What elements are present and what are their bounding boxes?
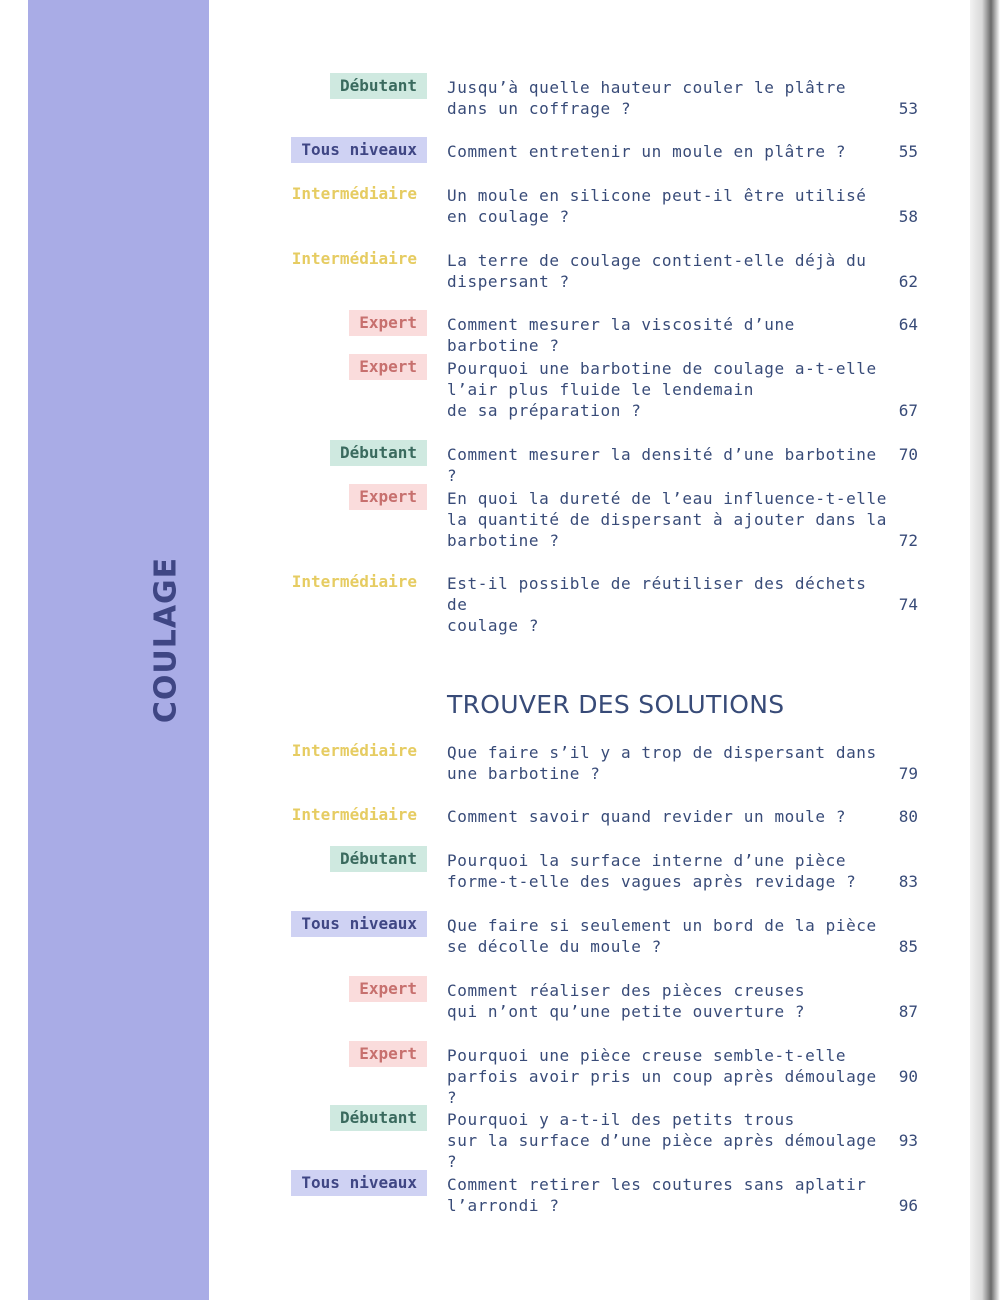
toc-entry[interactable] xyxy=(0,141,970,162)
entry-question: Comment entretenir un moule en plâtre ? xyxy=(447,142,847,161)
toc-entry[interactable] xyxy=(0,572,970,635)
entry-question: Comment savoir quand revider un moule ? xyxy=(447,807,847,826)
entry-question: Comment mesurer la viscosité d’une barbotine ? xyxy=(447,315,795,355)
entry-question: La terre de coulage contient-elle déjà du dispersant ? xyxy=(447,251,867,291)
entry-page-number: 72 xyxy=(898,531,918,550)
page-edge-shadow xyxy=(970,0,1000,1300)
chapter-label: COULAGE xyxy=(148,556,184,724)
toc-entry[interactable] xyxy=(0,1174,970,1216)
level-badge: Débutant xyxy=(330,846,427,872)
toc-entry[interactable] xyxy=(0,1044,970,1107)
level-badge: Expert xyxy=(349,354,427,380)
entry-page-number: 70 xyxy=(898,445,918,464)
entry-page-number: 74 xyxy=(898,595,918,614)
toc-entry[interactable] xyxy=(0,742,970,784)
toc-entry[interactable] xyxy=(0,313,970,355)
entry-page-number: 67 xyxy=(898,401,918,420)
toc-entry[interactable] xyxy=(0,915,970,957)
entry-question: Comment retirer les coutures sans aplatir l’arrondi ? xyxy=(447,1175,867,1215)
toc-entry[interactable] xyxy=(0,488,970,551)
level-badge: Expert xyxy=(349,310,427,336)
toc-entry[interactable] xyxy=(0,806,970,827)
entry-question: Que faire s’il y a trop de dispersant dans une barbotine ? xyxy=(447,743,877,783)
toc-entry[interactable] xyxy=(0,443,970,485)
entry-question: Un moule en silicone peut-il être utilisé en coulage ? xyxy=(447,186,867,226)
entry-page-number: 58 xyxy=(898,207,918,226)
toc-entry[interactable] xyxy=(0,250,970,292)
entry-question: Est-il possible de réutiliser des déchets de coulage ? xyxy=(447,574,867,635)
entry-page-number: 79 xyxy=(898,764,918,783)
entry-page-number: 83 xyxy=(898,872,918,891)
level-badge: Intermédiaire xyxy=(282,246,427,272)
entry-page-number: 90 xyxy=(898,1067,918,1086)
entry-page-number: 55 xyxy=(898,142,918,161)
entry-page-number: 85 xyxy=(898,937,918,956)
level-badge: Tous niveaux xyxy=(291,137,427,163)
entry-question: En quoi la dureté de l’eau influence-t-elle la quantité de dispersant à ajouter dans la barbotine ? xyxy=(447,489,888,550)
level-badge: Tous niveaux xyxy=(291,1170,427,1196)
entry-question: Comment mesurer la densité d’une barbotine ? xyxy=(447,445,877,485)
level-badge: Expert xyxy=(349,484,427,510)
level-badge: Intermédiaire xyxy=(282,569,427,595)
entry-question: Jusqu’à quelle hauteur couler le plâtre dans un coffrage ? xyxy=(447,78,847,118)
toc-entry[interactable] xyxy=(0,358,970,421)
entry-page-number: 87 xyxy=(898,1002,918,1021)
level-badge: Débutant xyxy=(330,1105,427,1131)
level-badge: Intermédiaire xyxy=(282,738,427,764)
entry-page-number: 62 xyxy=(898,272,918,291)
entry-question: Pourquoi y a-t-il des petits trous sur la surface d’une pièce après démoulage ? xyxy=(447,1110,877,1171)
toc-entry[interactable] xyxy=(0,980,970,1022)
entry-question: Que faire si seulement un bord de la pièce se décolle du moule ? xyxy=(447,916,877,956)
toc-entry[interactable] xyxy=(0,77,970,119)
level-badge: Débutant xyxy=(330,73,427,99)
toc-entry[interactable] xyxy=(0,185,970,227)
entry-page-number: 80 xyxy=(898,807,918,826)
toc-entry[interactable] xyxy=(0,850,970,892)
entry-question: Pourquoi une pièce creuse semble-t-elle parfois avoir pris un coup après démoulage ? xyxy=(447,1046,877,1107)
entry-question: Comment réaliser des pièces creuses qui n’ont qu’une petite ouverture ? xyxy=(447,981,806,1021)
entry-page-number: 53 xyxy=(898,99,918,118)
entry-question: Pourquoi une barbotine de coulage a-t-elle l’air plus fluide le lendemain de sa préparation ? xyxy=(447,359,877,420)
toc-entry[interactable] xyxy=(0,1108,970,1171)
section-title: TROUVER DES SOLUTIONS xyxy=(447,690,785,719)
level-badge: Intermédiaire xyxy=(282,181,427,207)
level-badge: Intermédiaire xyxy=(282,802,427,828)
entry-page-number: 96 xyxy=(898,1196,918,1215)
level-badge: Tous niveaux xyxy=(291,911,427,937)
level-badge: Expert xyxy=(349,976,427,1002)
entry-page-number: 64 xyxy=(898,315,918,334)
level-badge: Débutant xyxy=(330,440,427,466)
entry-page-number: 93 xyxy=(898,1131,918,1150)
level-badge: Expert xyxy=(349,1041,427,1067)
entry-question: Pourquoi la surface interne d’une pièce forme-t-elle des vagues après revidage ? xyxy=(447,851,857,891)
